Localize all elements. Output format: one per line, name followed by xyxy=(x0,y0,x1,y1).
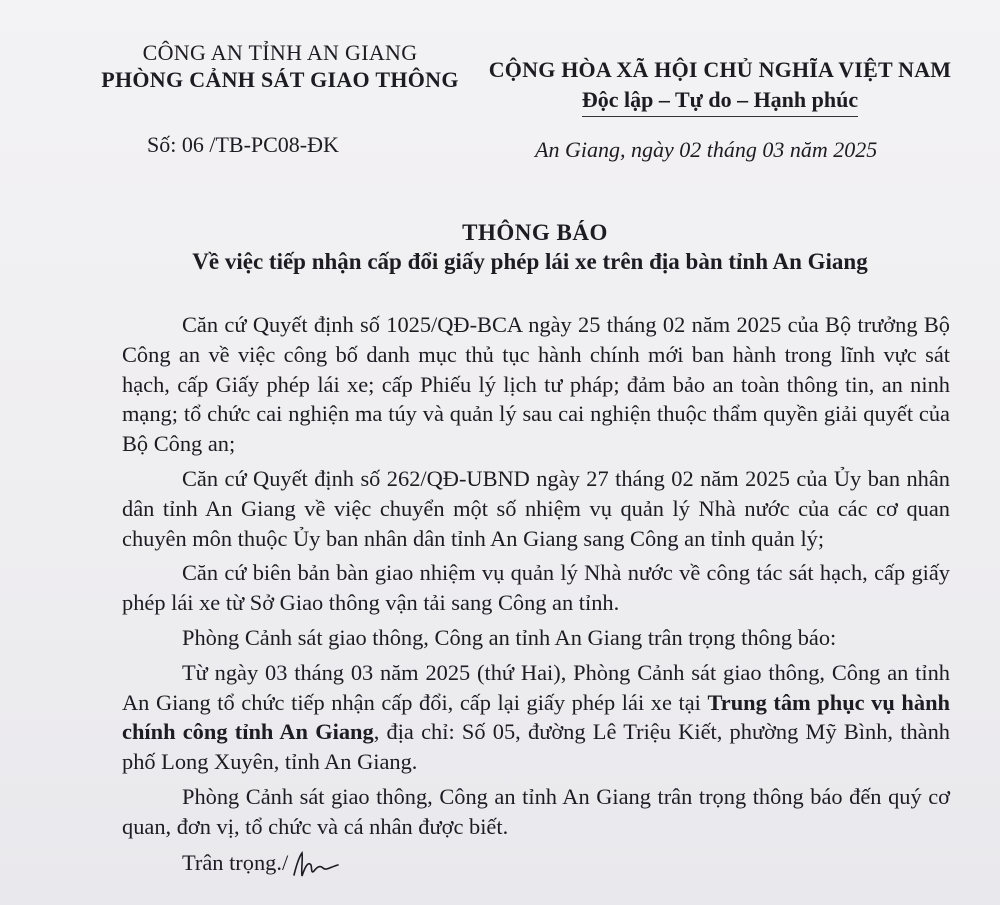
issuer-header xyxy=(60,40,500,94)
paragraph-1: Căn cứ Quyết định số 1025/QĐ-BCA ngày 25 tháng 02 năm 2025 của Bộ trưởng Bộ Công an về việc công bố danh mục thủ tục hành chính mới ban hành trong lĩnh vực sát hạch, cấp Giấy phép lái xe; cấp Phiếu lý lịch tư pháp; đảm bảo an toàn thông tin, an ninh mạng; tổ chức cai nghiện ma túy và quản lý sau cai nghiện thuộc thẩm quyền giải quyết của Bộ Công an; xyxy=(122,312,950,457)
document-title: THÔNG BÁO xyxy=(462,220,608,245)
document-number: Số: 06 /TB-PC08-ĐK xyxy=(147,132,339,157)
paragraph-5 xyxy=(122,658,950,777)
service-center-name: Trung tâm phục vụ hành chính công tỉnh An Giang xyxy=(122,689,950,745)
title-block xyxy=(0,219,1000,277)
paragraph-3: Căn cứ biên bản bàn giao nhiệm vụ quản lý Nhà nước về công tác sát hạch, cấp giấy phép lái xe từ Sở Giao thông vận tải sang Công an tỉnh. xyxy=(122,560,950,616)
paragraph-5-start: Từ ngày 03 tháng 03 năm 2025 (thứ Hai), Phòng Cảnh sát giao thông, Công an tỉnh An Giang tổ chức tiếp nhận cấp đổi, cấp lại giấy phép lái xe tại xyxy=(122,659,950,715)
document-body xyxy=(122,310,950,879)
signature-mark-icon xyxy=(290,849,342,879)
paragraph-5-end: , địa chỉ: Số 05, đường Lê Triệu Kiết, phường Mỹ Bình, thành phố Long Xuyên, tỉnh An Giang. xyxy=(122,719,950,775)
republic-name: CỘNG HÒA XÃ HỘI CHỦ NGHĨA VIỆT NAM xyxy=(488,57,952,82)
national-header xyxy=(470,55,970,117)
paragraph-6: Phòng Cảnh sát giao thông, Công an tỉnh An Giang trân trọng thông báo đến quý cơ quan, đơn vị, tổ chức và cá nhân được biết. xyxy=(122,783,950,839)
closing-line xyxy=(122,847,950,879)
closing-text: Trân trọng./ xyxy=(182,849,289,875)
agency-name: CÔNG AN TỈNH AN GIANG xyxy=(142,40,418,65)
paragraph-4: Phòng Cảnh sát giao thông, Công an tỉnh An Giang trân trọng thông báo: xyxy=(182,624,837,650)
place-date: An Giang, ngày 02 tháng 03 năm 2025 xyxy=(535,137,878,162)
paragraph-2: Căn cứ Quyết định số 262/QĐ-UBND ngày 27 tháng 02 năm 2025 của Ủy ban nhân dân tỉnh An Giang về việc chuyển một số nhiệm vụ quản lý Nhà nước của các cơ quan chuyên môn thuộc Ủy ban nhân dân tỉnh An Giang sang Công an tỉnh quản lý; xyxy=(122,465,950,551)
department-name: PHÒNG CẢNH SÁT GIAO THÔNG xyxy=(101,67,459,92)
document-subject: Về việc tiếp nhận cấp đổi giấy phép lái xe trên địa bàn tỉnh An Giang xyxy=(192,249,868,274)
national-motto: Độc lập – Tự do – Hạnh phúc xyxy=(582,85,858,117)
